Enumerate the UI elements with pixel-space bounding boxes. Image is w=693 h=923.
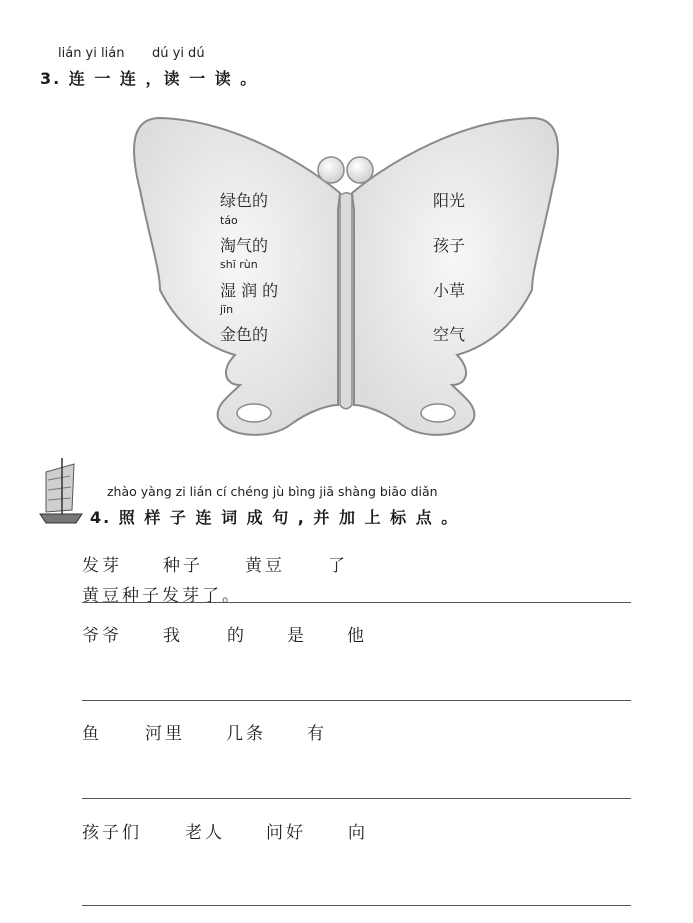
ex3-word-2: 老人: [185, 823, 225, 843]
ex3-word-3: 问好: [266, 823, 306, 843]
head-ball-right: [347, 157, 373, 183]
head-ball-left: [318, 157, 344, 183]
example-word-1: 发芽: [82, 556, 122, 576]
ex3-word-4: 向: [348, 823, 368, 843]
sailboat-icon: [40, 458, 82, 523]
q3-title: 3. 连 一 连 ，读 一 读 。: [40, 69, 259, 88]
tail-spot-right: [421, 404, 455, 422]
q3-pinyin-duyidu: dú yi dú: [152, 46, 205, 61]
left-word-1[interactable]: 绿色的: [220, 191, 269, 210]
left-word-3-pinyin: shī rùn: [220, 258, 258, 271]
ex1-word-4: 是: [287, 626, 307, 646]
ex1-word-5: 他: [347, 626, 367, 646]
q3-pinyin-lianyilian: lián yi lián: [58, 46, 125, 61]
right-wing: [352, 118, 558, 435]
right-word-4[interactable]: 空气: [433, 325, 466, 344]
ex2-word-1: 鱼: [82, 724, 102, 744]
ex2-word-4: 有: [307, 724, 327, 744]
ex1-word-2: 我: [163, 626, 183, 646]
answer-line-1[interactable]: [82, 700, 631, 701]
ex2-word-2: 河里: [145, 724, 185, 744]
example-word-4: 了: [328, 556, 348, 576]
ex1-word-3: 的: [227, 626, 247, 646]
left-word-3[interactable]: 湿 润 的: [220, 281, 279, 300]
right-word-3[interactable]: 小草: [433, 281, 466, 300]
answer-line-example: [82, 602, 631, 603]
example-word-2: 种子: [163, 556, 203, 576]
ex3-word-1: 孩子们: [82, 823, 142, 843]
left-word-2-pinyin: táo: [220, 214, 238, 227]
tail-spot-left: [237, 404, 271, 422]
example-word-3: 黄豆: [245, 556, 285, 576]
answer-line-2[interactable]: [82, 798, 631, 799]
left-word-4-pinyin: jīn: [220, 303, 234, 316]
q4-title: 4. 照 样 子 连 词 成 句 , 并 加 上 标 点 。: [90, 508, 460, 527]
q4-pinyin: zhào yàng zi lián cí chéng jù bìng jiā shàng biāo diǎn: [107, 484, 438, 499]
left-wing: [134, 118, 340, 435]
left-word-2[interactable]: 淘气的: [220, 236, 269, 255]
right-word-2[interactable]: 孩子: [433, 236, 466, 255]
answer-line-3[interactable]: [82, 905, 631, 906]
ex2-word-3: 几条: [226, 724, 266, 744]
butterfly-body: [340, 193, 352, 409]
ex1-word-1: 爷爷: [82, 626, 122, 646]
right-word-1[interactable]: 阳光: [433, 191, 466, 210]
example-answer: 黄豆种子发芽了。: [82, 586, 242, 606]
left-word-4[interactable]: 金色的: [220, 325, 269, 344]
